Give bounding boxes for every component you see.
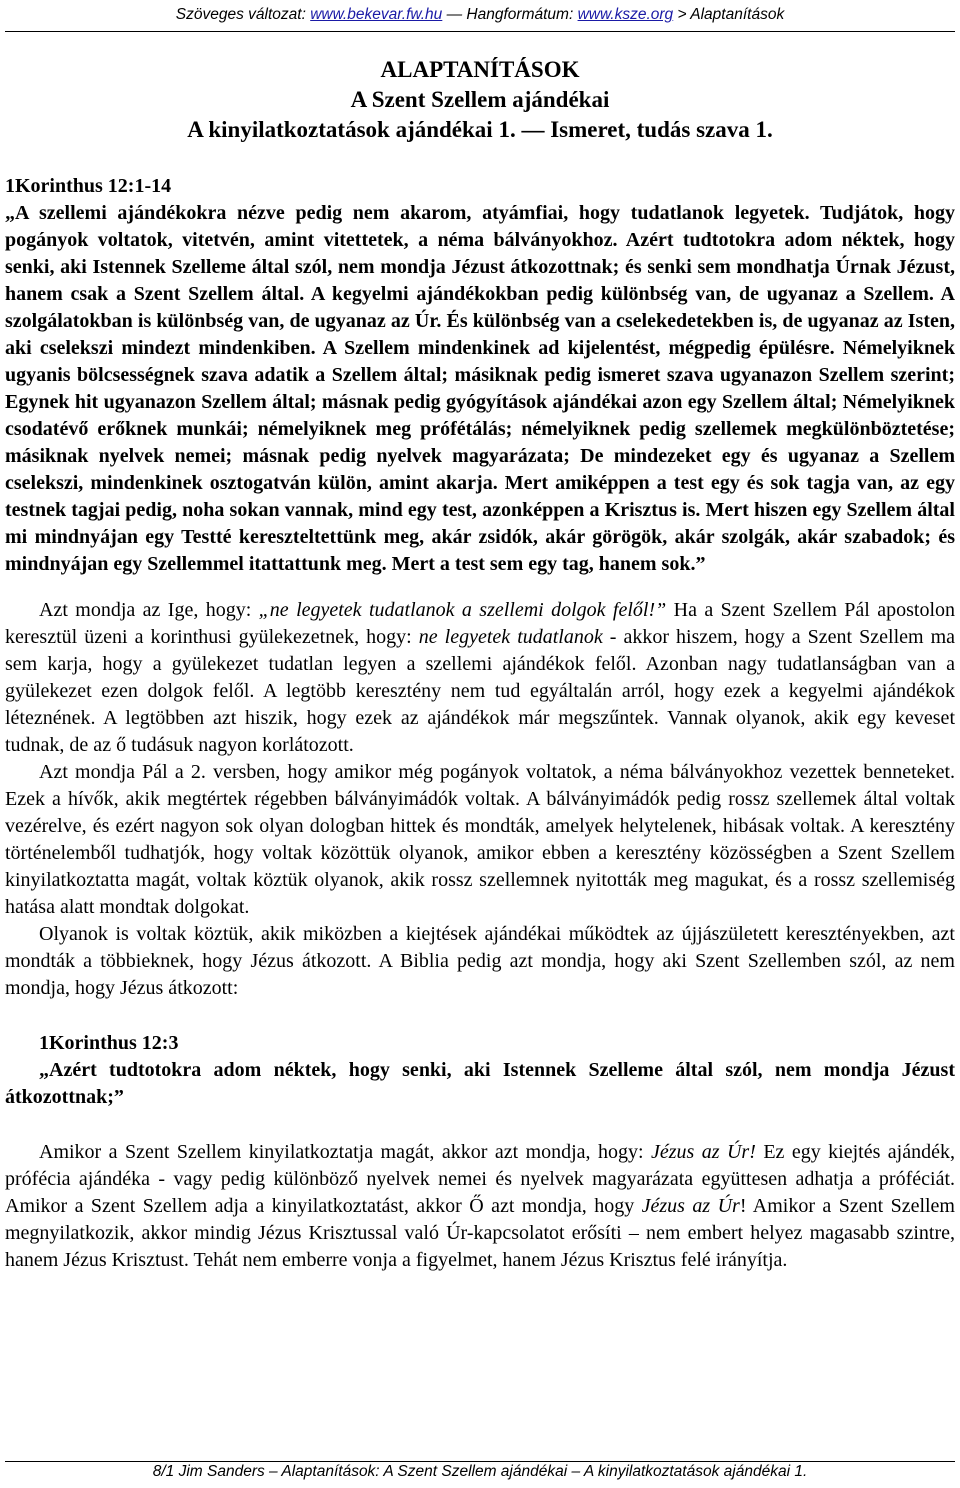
scripture-1-block <box>5 173 955 578</box>
header-divider <box>5 31 955 32</box>
paragraph-1: Azt mondja az Ige, hogy: „ne legyetek tudatlanok a szellemi dolgok felől!” Ha a Szent Szellem Pál apostolon keresztül üzeni a korinthusi gyülekezetnek, hogy: ne legyetek tudatlanok - akkor hiszem, hogy a Szent Szellem ma sem karja, hogy a gyülekezet tudatlan legyen a szellemi ajándékok felől. Azonban nagy tudatlanságban van a gyülekezet ezen dolgok felől. A legtöbb keresztény nem tud egyáltalán arról, hogy ezek a kegyelmi ajándékok léteznének. A legtöbben azt hiszik, hogy ezek az ajándékok már megszűntek. Vannak olyanok, akik egy keveset tudnak, de az ő tudásuk nagyon korlátozott. <box>5 599 956 756</box>
scripture-2-block <box>5 1030 955 1111</box>
page-footer: 8/1 Jim Sanders – Alaptanítások: A Szent Szellem ajándékai – A kinyilatkoztatások ajándékai 1. <box>152 1463 808 1480</box>
scripture-2-ref: 1Korinthus 12:3 <box>39 1032 179 1054</box>
header-link-ksze[interactable]: www.ksze.org <box>577 6 674 23</box>
title-line-2: A Szent Szellem ajándékai <box>350 87 610 112</box>
scripture-2-text: „Azért tudtotokra adom néktek, hogy senki, aki Istennek Szelleme által szól, nem mondja Jézust átkozottnak;” <box>5 1059 955 1108</box>
paragraph-3: Olyanok is voltak köztük, akik miközben a kiejtések ajándékai működtek az újjászületett keresztényekben, azt mondták a többieknek, hogy Jézus átkozott. A Biblia pedig azt mondja, hogy aki Szent Szellemben szól, az nem mondja, hogy Jézus átkozott: <box>5 923 955 999</box>
header-middle: — Hangformátum: <box>442 6 578 23</box>
title-line-1: ALAPTANÍTÁSOK <box>380 57 580 82</box>
header-prefix: Szöveges változat: <box>175 6 311 23</box>
paragraph-2: Azt mondja Pál a 2. versben, hogy amikor még pogányok voltatok, a néma bálványokhoz vezettek benneteket. Ezek a hívők, akik megtértek régebben bálványimádók voltak. A bálványimádók pedig rossz szellemek által voltak vezérelve, és ezért nagyon sok olyan dologban hittek és mondták, amelyek helytelenek, hibásak voltak. A keresztény történelemből tudhatjók, hogy voltak közöttük olyanok, amikor ebben a keresztény közösségben a Szent Szellem kinyilatkoztatta magát, voltak köztük olyanok, akik rossz szellemnek nyitották meg magukat, és a rossz szellemiség hatása alatt mondtak dolgokat. <box>5 761 955 918</box>
header-suffix: > Alaptanítások <box>673 6 785 23</box>
scripture-1-ref: 1Korinthus 12:1-14 <box>5 175 172 197</box>
document-body <box>5 55 955 1274</box>
paragraph-4: Amikor a Szent Szellem kinyilatkoztatja magát, akkor azt mondja, hogy: Jézus az Úr! Ez egy kiejtés ajándék, prófécia ajándéka - vagy pedig különböző nyelvek nemei és nyelvek magyarázata együttesen adhatja a próféciát. Amikor a Szent Szellem adja a kinyilatkoztatást, akkor Ő azt mondja, hogy Jézus az Úr! Amikor a Szent Szellem megnyilatkozik, akkor mindig Jézus Krisztussal való Úr-kapcsolatot erősíti – nem embert helyez magasabb szintre, hanem Jézus Krisztust. Tehát nem emberre vonja a figyelmet, hanem Jézus Krisztus felé irányítja. <box>5 1141 955 1271</box>
scripture-1-text: „A szellemi ajándékokra nézve pedig nem akarom, atyámfiai, hogy tudatlanok legyetek. Tudjátok, hogy pogányok voltatok, vitetvén, amint vitettetek, a néma bálványokhoz. Azért tudtotokra adom néktek, hogy senki, aki Istennek Szelleme által szól, nem mondja Jézust átkozottnak; és senki sem mondhatja Úrnak Jézust, hanem csak a Szent Szellem által. A kegyelmi ajándékokban pedig különbség van, de ugyanaz a Szellem. A szolgálatokban is különbség van, de ugyanaz az Úr. És különbség van a cselekedetekben is, de ugyanaz az Isten, aki cselekszi mindezt mindenkiben. A Szellem mindenkinek ad kijelentést, mégpedig épülésre. Némelyiknek ugyanis bölcsességnek szava adatik a Szellem által; másiknak pedig ismeret szava ugyanazon Szellem szerint; Egynek hit ugyanazon Szellem által; másnak pedig gyógyítások ajándékai azon egy Szellem által; Némelyiknek csodatévő erőknek munkái; némelyiknek meg prófétálás; némelyiknek pedig szellemek megkülönböztetése; másiknak nyelvek nemei; másnak pedig nyelvek magyarázata; De mindezeket egy és ugyanaz a Szellem cselekszi, mindenkinek osztogatván külön, amint akarja. Mert amiképpen a test egy és sok tagja van, az egy testnek tagjai pedig, noha sokan vannak, mind egy test, azonképpen a Krisztus is. Mert hiszen egy Szellem által mi mindnyájan egy Testté kereszteltettünk meg, akár zsidók, akár görögök, akár szolgák, akár szabadok; és mindnyájan egy Szellemmel itattattunk meg. Mert a test sem egy tag, hanem sok.” <box>5 202 955 575</box>
title-line-3: A kinyilatkoztatások ajándékai 1. — Ismeret, tudás szava 1. <box>187 117 773 142</box>
document-title <box>5 55 955 145</box>
page-header <box>0 0 960 30</box>
header-link-bekevar[interactable]: www.bekevar.fw.hu <box>310 6 443 23</box>
